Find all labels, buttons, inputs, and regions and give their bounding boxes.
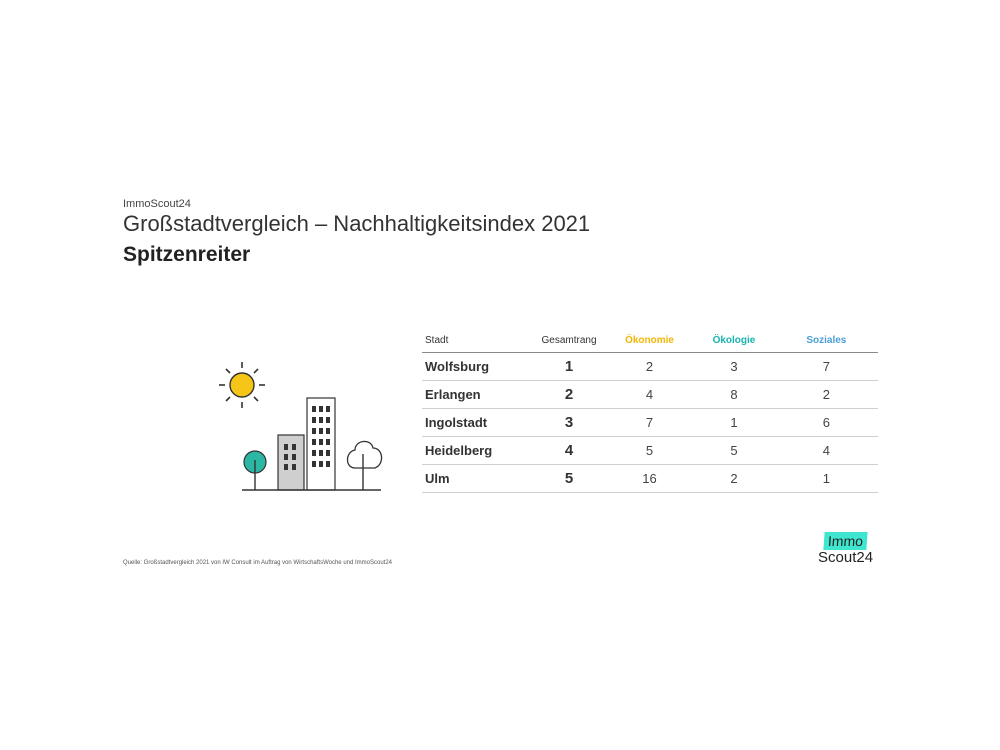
city-illustration: [205, 352, 395, 497]
soziales-cell: 4: [822, 443, 830, 458]
oekologie-cell: 2: [730, 471, 738, 486]
rank-cell: 3: [564, 414, 574, 431]
soziales-cell: 6: [822, 415, 830, 430]
table-row: [422, 353, 878, 381]
city-cell: Heidelberg: [425, 443, 493, 458]
tree-icon: [244, 451, 266, 490]
rank-cell: 2: [564, 386, 574, 403]
table-row: [422, 381, 878, 409]
brand-label: ImmoScout24: [123, 198, 191, 210]
ranking-table: [422, 328, 878, 493]
rank-cell: 5: [564, 470, 574, 487]
table-row: [422, 465, 878, 493]
city-cell: Ingolstadt: [425, 415, 488, 430]
page-title: Großstadtvergleich – Nachhaltigkeitsindex 2021: [123, 211, 591, 236]
oekonomie-cell: 16: [642, 471, 657, 486]
rank-cell: 4: [564, 442, 574, 459]
oekologie-cell: 8: [730, 387, 738, 402]
oekologie-cell: 5: [730, 443, 738, 458]
soziales-cell: 2: [822, 387, 830, 402]
col-header-stadt: Stadt: [425, 334, 449, 346]
oekonomie-cell: 5: [645, 443, 654, 458]
building-icon: [278, 398, 335, 490]
immoscout24-logo: [818, 530, 880, 570]
source-note: Quelle: Großstadtvergleich 2021 von IW Consult im Auftrag von WirtschaftsWoche und ImmoScout24: [123, 560, 393, 566]
oekologie-cell: 1: [730, 415, 738, 430]
oekonomie-cell: 4: [645, 387, 654, 402]
logo-immo-text: Immo: [823, 532, 867, 550]
sun-icon: [219, 362, 265, 408]
table-header-row: [422, 328, 878, 353]
table-row: [422, 437, 878, 465]
tree-outline-icon: [348, 441, 382, 490]
city-cell: Wolfsburg: [425, 359, 490, 374]
col-header-soziales: Soziales: [806, 334, 847, 346]
oekonomie-cell: 7: [645, 415, 654, 430]
soziales-cell: 1: [822, 471, 830, 486]
col-header-oekonomie: Ökonomie: [625, 334, 674, 346]
oekonomie-cell: 2: [645, 359, 654, 374]
table-row: [422, 409, 878, 437]
col-header-gesamtrang: Gesamtrang: [541, 334, 597, 346]
oekologie-cell: 3: [730, 359, 738, 374]
logo-scout-text: Scout24: [818, 549, 874, 566]
page-subtitle: Spitzenreiter: [123, 243, 251, 266]
soziales-cell: 7: [822, 359, 830, 374]
city-cell: Erlangen: [425, 387, 481, 402]
col-header-oekologie: Ökologie: [712, 334, 756, 346]
rank-cell: 1: [564, 358, 574, 375]
city-cell: Ulm: [425, 471, 450, 486]
